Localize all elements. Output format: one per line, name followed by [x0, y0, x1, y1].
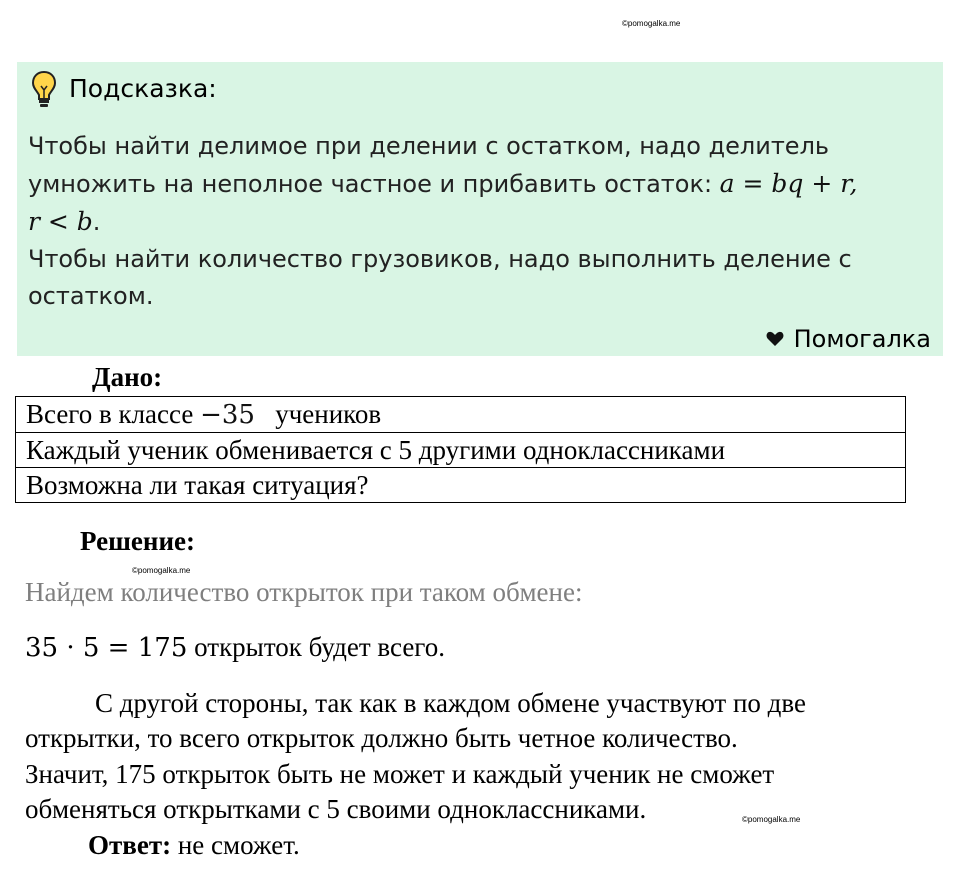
- hint-line: [28, 165, 933, 203]
- answer: [88, 830, 300, 861]
- calc-formula: 35 · 5 = 175: [25, 633, 188, 663]
- hint-line-text: умножить на неполное частное и прибавить остаток:: [28, 170, 720, 198]
- solution-paragraph: Значит, 175 открыток быть не может и каждый ученик не сможет: [25, 759, 775, 789]
- hint-line: [28, 203, 933, 241]
- table-cell: Каждый ученик обменивается с 5 другими одноклассниками: [16, 433, 906, 468]
- solution-intro: Найдем количество открыток при таком обмене:: [25, 577, 583, 607]
- hint-line: Чтобы найти количество грузовиков, надо выполнить деление с: [28, 245, 852, 273]
- watermark: ©pomogalka.me: [742, 815, 801, 824]
- brand-label: [766, 325, 931, 353]
- solution-paragraph: обменяться открытками с 5 своими одноклассниками.: [25, 794, 647, 824]
- table-row: [16, 397, 906, 433]
- hint-line: остатком.: [28, 282, 154, 310]
- table-cell: Возможна ли такая ситуация?: [16, 468, 906, 503]
- hint-period: .: [92, 208, 101, 236]
- cell-number: −35: [200, 400, 255, 430]
- lightbulb-icon: [31, 70, 57, 108]
- calc-text: открыток будет всего.: [187, 632, 445, 662]
- hint-text: [28, 128, 933, 315]
- watermark: ©pomogalka.me: [132, 566, 191, 575]
- answer-text: не сможет.: [171, 830, 300, 860]
- brand-name: Помогалка: [793, 325, 931, 353]
- solution-paragraph: открытки, то всего открыток должно быть четное количество.: [25, 723, 738, 753]
- hint-title: Подсказка:: [69, 74, 217, 103]
- hint-line: Чтобы найти делимое при делении с остатком, надо делитель: [28, 132, 830, 160]
- cell-text: учеников: [275, 399, 382, 429]
- cell-text: Всего в классе: [26, 399, 201, 429]
- hint-box: [17, 62, 943, 356]
- answer-label: Ответ:: [88, 830, 172, 860]
- watermark: ©pomogalka.me: [622, 19, 681, 28]
- solution-title: Решение:: [80, 526, 195, 556]
- solution-paragraph: С другой стороны, так как в каждом обмене участвуют по две: [95, 688, 806, 718]
- table-row: [16, 468, 906, 503]
- heart-icon: [766, 331, 784, 347]
- table-row: [16, 433, 906, 468]
- hint-inequality: r < b: [28, 207, 93, 236]
- table-cell: [16, 397, 906, 433]
- given-title: Дано:: [92, 362, 163, 392]
- given-table: [15, 396, 906, 503]
- hint-formula: a = bq + r,: [719, 169, 858, 198]
- solution-calculation: [25, 632, 445, 663]
